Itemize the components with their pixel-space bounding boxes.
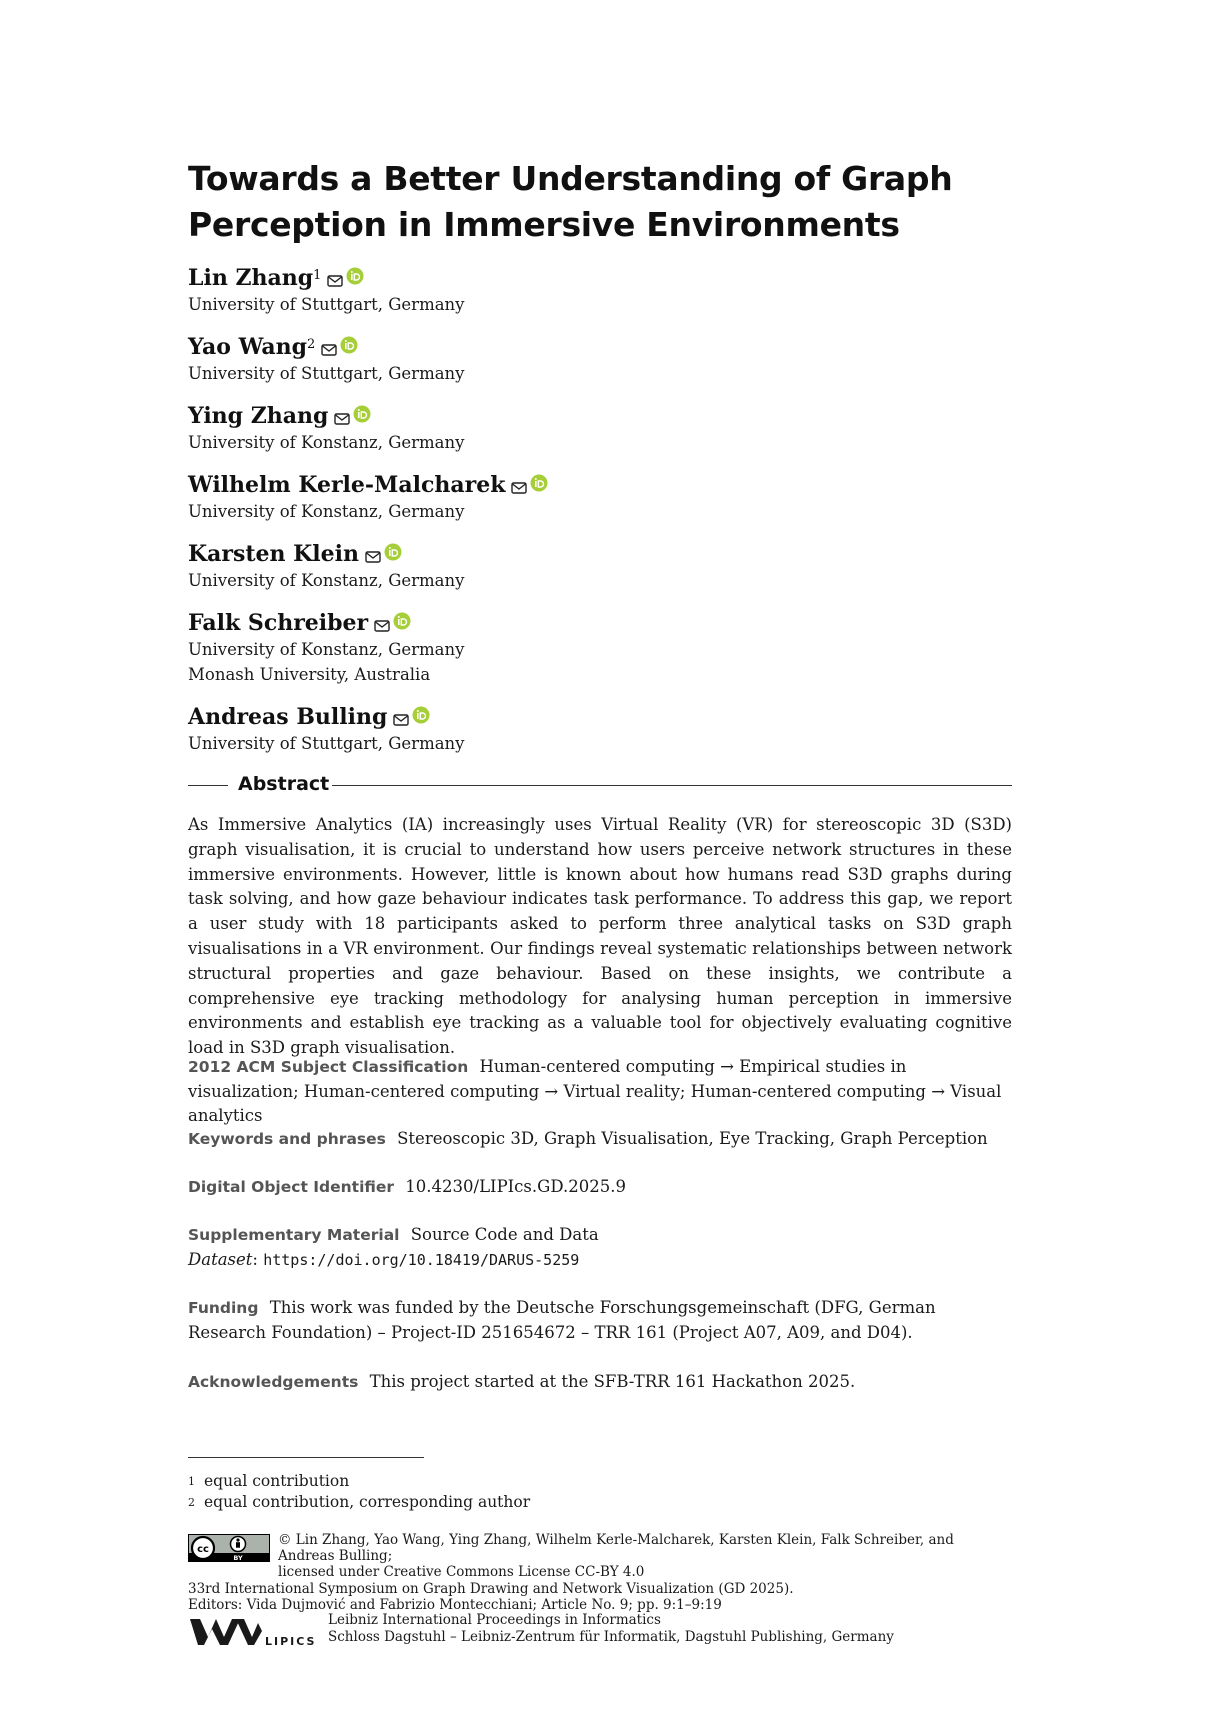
supp-label: Supplementary Material [188, 1226, 400, 1244]
acm-label: 2012 ACM Subject Classification [188, 1058, 469, 1076]
acm-text: Human-centered computing → Empirical studies in visualization; Human-centered computing → Virtual reality; Human-centered computing → Visual analytics [188, 1057, 1002, 1125]
keywords [188, 1127, 1012, 1152]
conference-line: 33rd International Symposium on Graph Drawing and Network Visualization (GD 2025). [188, 1580, 794, 1597]
author-footnote-mark: 2 [307, 337, 316, 352]
mail-icon[interactable] [327, 275, 343, 287]
footnote-2-mark: 2 [188, 1496, 195, 1509]
author-affiliation: University of Konstanz, Germany [188, 502, 465, 521]
author-icons [334, 409, 371, 429]
author-icons [321, 340, 358, 360]
acknowledgements [188, 1370, 1012, 1395]
lipics-logo-icon [190, 1615, 316, 1647]
doi [188, 1175, 1012, 1200]
footnote-1-mark: 1 [188, 1475, 195, 1488]
ack-label: Acknowledgements [188, 1373, 359, 1391]
mail-icon[interactable] [393, 714, 409, 726]
doi-text: 10.4230/LIPIcs.GD.2025.9 [405, 1177, 626, 1196]
mail-icon[interactable] [321, 344, 337, 356]
author-affiliation: University of Konstanz, Germany [188, 571, 465, 590]
author-name-text: Wilhelm Kerle-Malcharek [188, 472, 506, 498]
cc-by-license-icon[interactable] [188, 1534, 270, 1562]
keywords-text: Stereoscopic 3D, Graph Visualisation, Eye Tracking, Graph Perception [397, 1129, 988, 1148]
author-name [188, 703, 387, 731]
author-name-text: Yao Wang [188, 334, 308, 360]
author-affiliation: University of Konstanz, Germany [188, 640, 465, 659]
author-affiliation: University of Stuttgart, Germany [188, 734, 465, 753]
lipics-logo-text: LIPICS [265, 1635, 316, 1647]
lipics-line-2: Schloss Dagstuhl – Leibniz-Zentrum für Informatik, Dagstuhl Publishing, Germany [328, 1629, 894, 1645]
dataset-link[interactable]: https://doi.org/10.18419/DARUS-5259 [263, 1250, 580, 1269]
license-copyright: © Lin Zhang, Yao Wang, Ying Zhang, Wilhelm Kerle-Malcharek, Karsten Klein, Falk Schreiber, and Andreas Bulling; [278, 1532, 954, 1565]
mail-icon[interactable] [365, 551, 381, 563]
author-name-text: Karsten Klein [188, 541, 359, 567]
cc-badge-text: BY [233, 1554, 243, 1562]
abstract-text: As Immersive Analytics (IA) increasingly uses Virtual Reality (VR) for stereoscopic 3D (S3D) graph visualisation, it is crucial to understand how users perceive network structures in these immersive environments. However, little is known about how humans read S3D graphs during task solving, and how gaze behaviour indicates task performance. To address this gap, we report a user study with 18 participants asked to perform three analytical tasks on S3D graph visualisations in a VR environment. Our findings reveal systematic relationships between network structural properties and gaze behaviour. Based on these insights, we contribute a comprehensive eye tracking methodology for analysing human perception in immersive environments and establish eye tracking as a valuable tool for objectively evaluating cognitive load in S3D graph visualisation. [188, 815, 1012, 1058]
author-entry [188, 333, 1012, 386]
author-icons [327, 271, 364, 291]
author-name-text: Ying Zhang [188, 403, 329, 429]
editors-line: Editors: Vida Dujmović and Fabrizio Montecchiani; Article No. 9; pp. 9:1–9:19 [188, 1596, 722, 1613]
supplementary-material: Supplementary Material Source Code and Data Dataset: https://doi.org/10.18419/DARUS-5259 [188, 1225, 599, 1269]
author-entry [188, 540, 1012, 593]
author-name-text: Falk Schreiber [188, 610, 369, 636]
footnote-1 [188, 1471, 1012, 1492]
author-icons [365, 547, 402, 567]
paper-title [188, 156, 1012, 248]
author-icons [511, 478, 548, 498]
footnote-2-text: equal contribution, corresponding author [204, 1493, 531, 1511]
mail-icon[interactable] [511, 482, 527, 494]
author-footnote-mark: 1 [313, 268, 322, 283]
mail-icon[interactable] [334, 413, 350, 425]
ack-text: This project started at the SFB-TRR 161 Hackathon 2025. [369, 1372, 856, 1391]
author-affiliation: Monash University, Australia [188, 665, 431, 684]
author-name [188, 471, 505, 499]
author-icons [393, 710, 430, 730]
author-affiliation: University of Konstanz, Germany [188, 433, 465, 452]
author-affiliation: University of Stuttgart, Germany [188, 364, 465, 383]
orcid-icon[interactable] [384, 543, 402, 561]
funding-label: Funding [188, 1299, 259, 1317]
svg-text:cc: cc [197, 1544, 209, 1555]
abstract-rule-left [188, 785, 228, 786]
orcid-icon[interactable] [346, 267, 364, 285]
author-name-text: Lin Zhang [188, 265, 314, 291]
orcid-icon[interactable] [393, 612, 411, 630]
title-line-1: Towards a Better Understanding of Graph [188, 159, 953, 198]
lipics-line-1: Leibniz International Proceedings in Informatics [328, 1612, 661, 1628]
lipics-publisher [328, 1612, 894, 1646]
footnote-1-text: equal contribution [204, 1472, 350, 1490]
title-line-2: Perception in Immersive Environments [188, 205, 900, 244]
funding [188, 1296, 1012, 1345]
license-block [188, 1532, 1012, 1613]
author-name-text: Andreas Bulling [188, 704, 388, 730]
abstract-rule-right [332, 785, 1012, 786]
author-entry [188, 471, 1012, 524]
funding-text: This work was funded by the Deutsche Forschungsgemeinschaft (DFG, German Research Foundation) – Project-ID 251654672 – TRR 161 (Project A07, A09, and D04). [188, 1298, 936, 1342]
footnote-rule [188, 1457, 424, 1458]
author-name [188, 264, 321, 292]
mail-icon[interactable] [374, 620, 390, 632]
doi-label: Digital Object Identifier [188, 1178, 395, 1196]
acm-classification [188, 1055, 1012, 1129]
abstract-label: Abstract [238, 773, 330, 795]
author-name [188, 402, 328, 430]
author-icons [374, 616, 411, 636]
dataset-label: Dataset [188, 1249, 253, 1269]
orcid-icon[interactable] [353, 405, 371, 423]
supp-text: Source Code and Data [410, 1225, 599, 1244]
author-name [188, 540, 359, 568]
author-entry [188, 609, 1012, 687]
footnote-2 [188, 1492, 1012, 1513]
orcid-icon[interactable] [530, 474, 548, 492]
orcid-icon[interactable] [340, 336, 358, 354]
author-entry [188, 703, 1012, 756]
footnotes [188, 1471, 1012, 1513]
author-entry [188, 264, 1012, 317]
author-entry [188, 402, 1012, 455]
orcid-icon[interactable] [412, 706, 430, 724]
author-list [188, 264, 1012, 772]
author-name [188, 333, 315, 361]
author-name [188, 609, 368, 637]
license-terms: licensed under Creative Commons License CC-BY 4.0 [278, 1564, 645, 1581]
author-affiliation: University of Stuttgart, Germany [188, 295, 465, 314]
keywords-label: Keywords and phrases [188, 1130, 386, 1148]
abstract-heading [188, 770, 1012, 798]
